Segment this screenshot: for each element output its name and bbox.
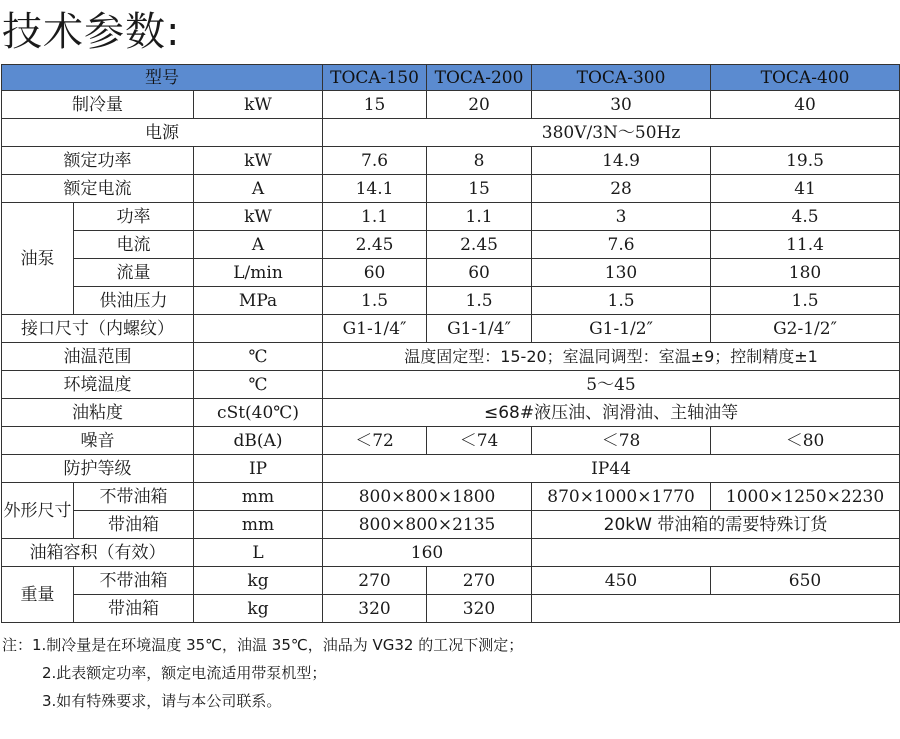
model-toca-200: TOCA-200 <box>427 65 532 91</box>
row-label: 油箱容积（有效） <box>2 539 194 567</box>
table-row <box>2 203 900 231</box>
unit-cell: dB(A) <box>194 427 323 455</box>
value-cell: ＜72 <box>323 427 427 455</box>
value-cell: 5～45 <box>323 371 900 399</box>
value-cell: 20 <box>427 91 532 119</box>
table-row <box>2 399 900 427</box>
value-cell: 1.5 <box>323 287 427 315</box>
footnote: 注：1.制冷量是在环境温度 35℃，油温 35℃，油品为 VG32 的工况下测定； <box>2 636 524 654</box>
row-label: 制冷量 <box>2 91 194 119</box>
unit-cell: kg <box>194 595 323 623</box>
value-cell: 650 <box>711 567 900 595</box>
value-cell: 7.6 <box>532 231 711 259</box>
table-row <box>2 483 900 511</box>
row-label: 供油压力 <box>74 287 194 315</box>
model-toca-150: TOCA-150 <box>323 65 427 91</box>
table-row <box>2 231 900 259</box>
value-cell: 320 <box>323 595 427 623</box>
value-cell: 160 <box>323 539 532 567</box>
value-cell: G1-1/4″ <box>323 315 427 343</box>
value-cell: G1-1/2″ <box>532 315 711 343</box>
value-cell: 180 <box>711 259 900 287</box>
header-row <box>2 65 900 91</box>
row-label: 油粘度 <box>2 399 194 427</box>
page-title: 技术参数: <box>2 9 181 55</box>
row-label: 功率 <box>74 203 194 231</box>
row-label: 电源 <box>2 119 323 147</box>
value-cell: 380V/3N～50Hz <box>323 119 900 147</box>
value-cell: 1000×1250×2230 <box>711 483 900 511</box>
footnote: 2.此表额定功率，额定电流适用带泵机型； <box>42 664 327 682</box>
row-label: 额定电流 <box>2 175 194 203</box>
value-cell: 270 <box>323 567 427 595</box>
unit-cell: A <box>194 175 323 203</box>
value-cell: ＜80 <box>711 427 900 455</box>
value-cell: 4.5 <box>711 203 900 231</box>
value-cell: 1.5 <box>711 287 900 315</box>
table-row <box>2 343 900 371</box>
value-cell: 15 <box>427 175 532 203</box>
value-cell: ＜74 <box>427 427 532 455</box>
group-label: 外形尺寸 <box>2 483 74 539</box>
value-cell: 870×1000×1770 <box>532 483 711 511</box>
row-label: 接口尺寸（内螺纹） <box>2 315 194 343</box>
row-label: 油温范围 <box>2 343 194 371</box>
value-cell: ＜78 <box>532 427 711 455</box>
value-cell: 60 <box>427 259 532 287</box>
value-cell: 1.5 <box>427 287 532 315</box>
unit-cell: mm <box>194 511 323 539</box>
value-cell: 28 <box>532 175 711 203</box>
value-cell: 8 <box>427 147 532 175</box>
spec-table <box>1 64 900 623</box>
value-cell: 60 <box>323 259 427 287</box>
value-cell: 800×800×1800 <box>323 483 532 511</box>
model-toca-400: TOCA-400 <box>711 65 900 91</box>
unit-cell: mm <box>194 483 323 511</box>
row-label: 环境温度 <box>2 371 194 399</box>
value-cell: 1.1 <box>427 203 532 231</box>
unit-cell: cSt(40℃) <box>194 399 323 427</box>
value-cell: G2-1/2″ <box>711 315 900 343</box>
table-row <box>2 119 900 147</box>
table-row <box>2 511 900 539</box>
row-label: 防护等级 <box>2 455 194 483</box>
unit-cell: MPa <box>194 287 323 315</box>
row-label: 额定功率 <box>2 147 194 175</box>
group-label: 油泵 <box>2 203 74 315</box>
table-row <box>2 315 900 343</box>
value-cell: ≤68#液压油、润滑油、主轴油等 <box>323 399 900 427</box>
unit-cell: kW <box>194 203 323 231</box>
table-row <box>2 539 900 567</box>
row-label: 不带油箱 <box>74 483 194 511</box>
footnote: 3.如有特殊要求，请与本公司联系。 <box>42 692 282 710</box>
table-row <box>2 455 900 483</box>
value-cell: IP44 <box>323 455 900 483</box>
unit-cell: kW <box>194 147 323 175</box>
unit-cell: kW <box>194 91 323 119</box>
row-label: 电流 <box>74 231 194 259</box>
value-cell: 20kW 带油箱的需要特殊订货 <box>532 511 900 539</box>
value-cell: 40 <box>711 91 900 119</box>
unit-cell: ℃ <box>194 371 323 399</box>
value-cell: 270 <box>427 567 532 595</box>
value-cell: 19.5 <box>711 147 900 175</box>
value-cell: 41 <box>711 175 900 203</box>
value-cell: G1-1/4″ <box>427 315 532 343</box>
value-cell: 2.45 <box>427 231 532 259</box>
value-cell: 30 <box>532 91 711 119</box>
unit-cell <box>194 315 323 343</box>
value-cell: 320 <box>427 595 532 623</box>
value-cell: 450 <box>532 567 711 595</box>
value-cell <box>532 539 900 567</box>
value-cell <box>532 595 900 623</box>
value-cell: 1.1 <box>323 203 427 231</box>
unit-cell: L <box>194 539 323 567</box>
model-toca-300: TOCA-300 <box>532 65 711 91</box>
table-row <box>2 259 900 287</box>
table-row <box>2 427 900 455</box>
unit-cell: A <box>194 231 323 259</box>
value-cell: 温度固定型：15-20；室温同调型：室温±9；控制精度±1 <box>323 343 900 371</box>
footnotes <box>2 631 523 715</box>
row-label: 流量 <box>74 259 194 287</box>
table-row <box>2 567 900 595</box>
table-row <box>2 287 900 315</box>
row-label: 带油箱 <box>74 595 194 623</box>
unit-cell: L/min <box>194 259 323 287</box>
table-row <box>2 175 900 203</box>
row-label: 不带油箱 <box>74 567 194 595</box>
table-row <box>2 371 900 399</box>
value-cell: 1.5 <box>532 287 711 315</box>
table-row <box>2 91 900 119</box>
value-cell: 2.45 <box>323 231 427 259</box>
value-cell: 3 <box>532 203 711 231</box>
value-cell: 11.4 <box>711 231 900 259</box>
unit-cell: IP <box>194 455 323 483</box>
model-label: 型号 <box>2 65 323 91</box>
table-row <box>2 595 900 623</box>
value-cell: 7.6 <box>323 147 427 175</box>
value-cell: 14.1 <box>323 175 427 203</box>
group-label: 重量 <box>2 567 74 623</box>
row-label: 噪音 <box>2 427 194 455</box>
row-label: 带油箱 <box>74 511 194 539</box>
value-cell: 15 <box>323 91 427 119</box>
value-cell: 800×800×2135 <box>323 511 532 539</box>
unit-cell: kg <box>194 567 323 595</box>
table-row <box>2 147 900 175</box>
value-cell: 14.9 <box>532 147 711 175</box>
value-cell: 130 <box>532 259 711 287</box>
unit-cell: ℃ <box>194 343 323 371</box>
